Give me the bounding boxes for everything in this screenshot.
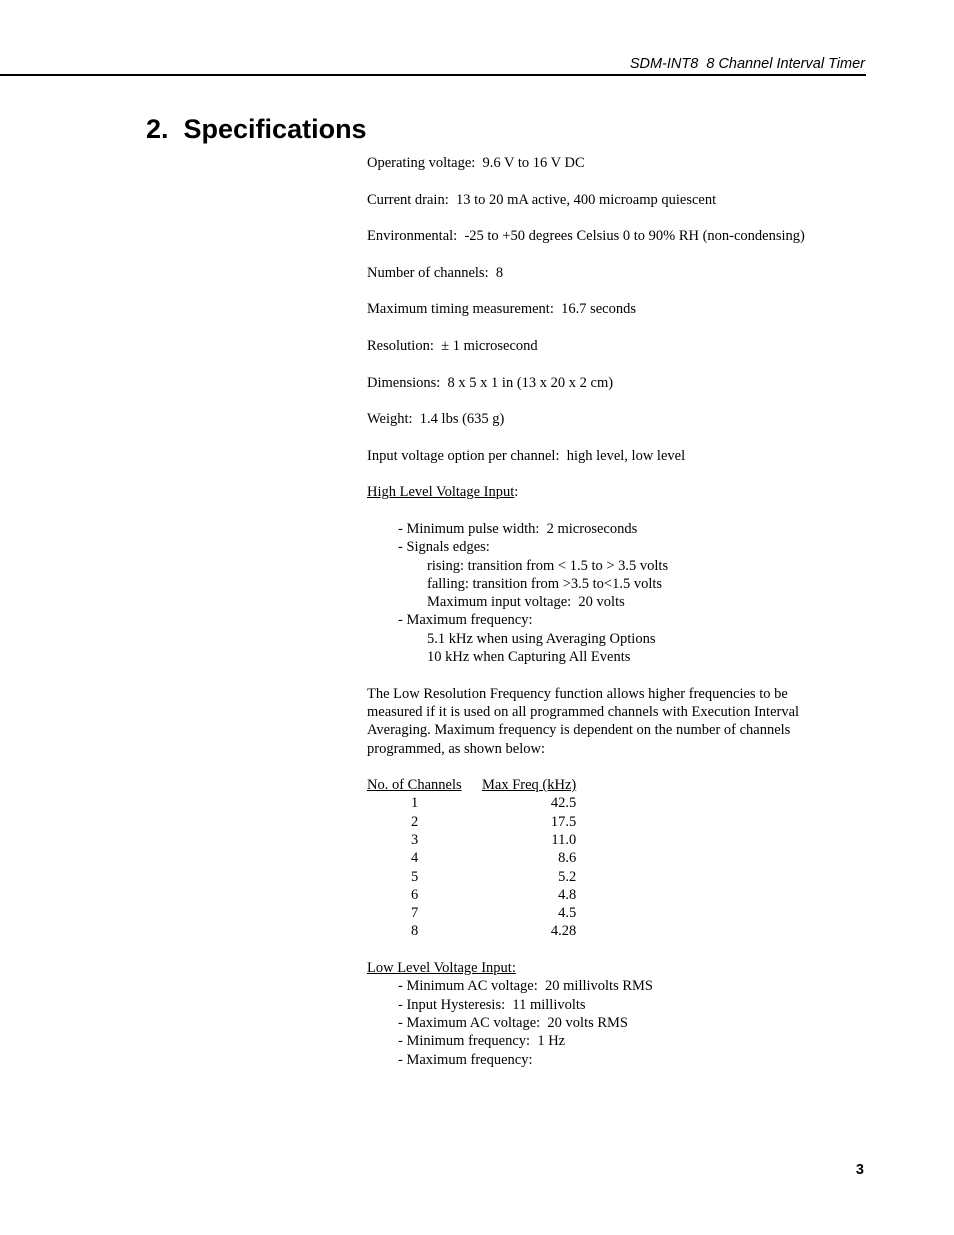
spec-weight: Weight: 1.4 lbs (635 g) [367,411,505,428]
low-level-item: - Input Hysteresis: 11 millivolts [398,996,586,1013]
channel-count-cell: 4 [411,850,419,867]
table-row [367,904,576,922]
channel-count-cell: 5 [411,868,419,885]
table-row [367,922,576,940]
high-level-max-input: Maximum input voltage: 20 volts [427,594,625,611]
channel-count-cell: 2 [411,813,419,830]
low-level-heading [367,959,847,977]
table-header-row [367,776,576,794]
max-freq-cell: 4.28 [550,923,577,940]
high-level-heading-colon: : [514,484,519,501]
low-level-item: - Maximum frequency: [398,1051,533,1068]
channel-count-cell: 8 [411,923,419,940]
table-row [367,813,576,831]
table-row [367,868,576,886]
table-row [367,849,576,867]
max-freq-cell: 4.5 [558,905,577,922]
spec-environmental: Environmental: -25 to +50 degrees Celsius 0 to 90% RH (non-condensing) [367,228,805,245]
high-level-heading [367,483,847,501]
table-row [367,831,576,849]
high-level-freq-averaging: 5.1 kHz when using Averaging Options [427,630,656,647]
high-level-heading-text: High Level Voltage Input [367,484,515,501]
section-title: 2. Specifications [146,114,367,144]
max-freq-cell: 4.8 [558,886,577,903]
spec-max-timing: Maximum timing measurement: 16.7 seconds [367,301,637,318]
channel-count-cell: 7 [411,905,419,922]
spec-dimensions: Dimensions: 8 x 5 x 1 in (13 x 20 x 2 cm) [367,374,614,391]
page-number: 3 [855,1162,864,1178]
low-level-item: - Maximum AC voltage: 20 volts RMS [398,1014,628,1031]
channels-frequency-table [367,776,576,941]
high-level-signal-edges: - Signals edges: [398,539,490,556]
header-rule [0,74,866,76]
high-level-freq-capture-all: 10 kHz when Capturing All Events [427,649,631,666]
spec-input-voltage-option: Input voltage option per channel: high level, low level [367,447,686,464]
high-level-rising: rising: transition from < 1.5 to > 3.5 volts [427,557,669,574]
channel-count-cell: 3 [411,831,419,848]
max-freq-cell: 5.2 [558,868,577,885]
spec-operating-voltage: Operating voltage: 9.6 V to 16 V DC [367,155,585,171]
table-row [367,886,576,904]
high-level-min-pulse: - Minimum pulse width: 2 microseconds [398,520,638,537]
max-freq-cell: 42.5 [550,795,577,812]
spec-number-of-channels: Number of channels: 8 [367,264,504,281]
low-level-item: - Minimum AC voltage: 20 millivolts RMS [398,978,653,995]
column-header-max-freq: Max Freq (kHz) [482,777,577,794]
low-resolution-paragraph: The Low Resolution Frequency function allows higher frequencies to be measured if it is used on all programmed channels with Execution Interval Averaging. Maximum frequency is dependent on the number of channels programmed, as shown below: [367,685,800,757]
spec-resolution: Resolution: ± 1 microsecond [367,337,538,354]
max-freq-cell: 8.6 [558,850,577,867]
channel-count-cell: 6 [411,886,419,903]
high-level-max-freq: - Maximum frequency: [398,612,533,629]
specifications-content [367,154,847,1069]
high-level-falling: falling: transition from >3.5 to<1.5 volts [427,575,663,592]
running-header-title: SDM-INT8 8 Channel Interval Timer [629,56,865,72]
low-level-heading-text: Low Level Voltage Input: [367,960,516,977]
max-freq-cell: 11.0 [551,831,577,848]
channel-count-cell: 1 [411,795,419,812]
low-level-item: - Minimum frequency: 1 Hz [398,1033,566,1050]
table-row [367,794,576,812]
column-header-channels: No. of Channels [367,777,462,794]
max-freq-cell: 17.5 [550,813,577,830]
spec-current-drain: Current drain: 13 to 20 mA active, 400 microamp quiescent [367,191,717,208]
